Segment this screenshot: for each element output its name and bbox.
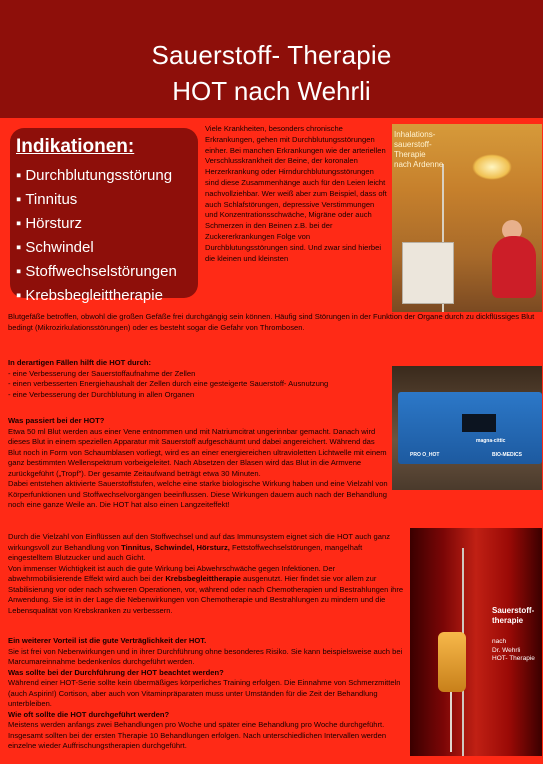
drip-tube	[450, 692, 452, 752]
advantage-text: Sie ist frei von Nebenwirkungen und in ihrer Durchführung ohne besonderes Risiko. Sie kann beispielsweise auch bei Marcumareinnahme bedenkenlos durchgeführt werden.	[8, 646, 403, 666]
hot-helps-heading: In derartigen Fällen hilft die HOT durch:	[8, 358, 152, 367]
para4-text-end: ausgenutzt. Hier findet sie vor allem zur Stabilisierung vor oder nach schweren Operationen, vor, während oder nach Chemotherapien und Bestrahlungen ihre Anwendung. Sie ist in der Lage die Nebenwirkungen von Chemotherapie und Bestrahlungen zu mindern und die Lebensqualität von Krebskranken zu verbessern.	[8, 574, 404, 615]
how-often-text: Meistens werden anfangs zwei Behandlungen pro Woche und später eine Behandlung pro Woche durchgeführt. Insgesamt sollten bei der ersten Therapie 10 Behandlungen erfolgen. Nach unterschiedlichen Intervallen werden einzelne wieder Auffrischungstherapien durchgeführt.	[8, 720, 387, 750]
photo1-caption: Inhalations- sauerstoff- Therapie nach Ardenne	[394, 130, 444, 169]
what-happens-section	[8, 416, 388, 511]
hot-helps-item: - eine Verbesserung der Durchblutung in allen Organen	[8, 389, 195, 399]
patient-figure	[492, 236, 536, 298]
indications-list	[16, 164, 198, 308]
indication-item: ▪ Durchblutungsstörung	[16, 164, 198, 188]
indications-box	[10, 128, 198, 304]
hot-helps-section	[8, 358, 388, 400]
device-display	[462, 414, 496, 432]
what-happens-para1: Etwa 50 ml Blut werden aus einer Vene entnommen und mit Natriumcitrat ungerinnbar gemacht. Danach wird dieses Blut in einem speziellen Apparatur mit Sauerstoff aufgeschäumt und dabei angereichert. Während das Blut noch in Form von Schaumblasen vorliegt, wird es an einer energiereichen ultravioletten Lichtwelle mit einem ganz bestimmten Wellenspektrum vorbeigeleitet. Nach Absetzen der Blasen wird das Blut in die Armvene zurückgeführt („Tropf"). Der gesamte Zeitaufwand beträgt etwa 30 Minuten.	[8, 426, 387, 478]
device-label-mid: magna-cittic	[476, 438, 506, 444]
indication-item: ▪ Hörsturz	[16, 212, 198, 236]
para3-text-end: Fettstoffwechselstörungen, mangelhaft eingestelltem Blutzucker und auch Gicht.	[8, 542, 363, 562]
device-label-right: BIO-MEDICS	[492, 452, 522, 458]
indication-item: ▪ Schwindel	[16, 236, 198, 260]
inhalation-therapy-photo	[392, 124, 542, 312]
advantage-section	[8, 636, 406, 752]
ceiling-lamp	[472, 154, 512, 180]
oxygen-device	[402, 242, 454, 304]
title-banner	[0, 0, 543, 118]
iv-drip-photo	[410, 528, 542, 756]
hot-helps-item: - eine Verbesserung der Sauerstoffaufnahme der Zellen	[8, 368, 196, 378]
para4-bold: Krebsbegleittherapie	[165, 574, 241, 583]
what-happens-para4	[8, 564, 406, 617]
photo3-caption-sub: nach Dr. Wehrli HOT- Therapie	[492, 638, 535, 662]
what-happens-para3	[8, 532, 406, 564]
indication-item: ▪ Stoffwechselstörungen	[16, 260, 198, 284]
intro-text: Viele Krankheiten, besonders chronische Erkrankungen, gehen mit Durchblutungsstörungen einher. Bei manchen Erkrankungen wie der arteriellen Verschlusskrankheit der Beine, der koronalen Herzerkrankung oder Hirndurchblutungsstörungen sind diese Zusammenhänge auch für den Leien leicht nachvollziehbar. Wer weiß aber zum Beispiel, dass oft auch Schlafstörungen, depressive Verstimmungen und Konzentrationsschwäche, Migräne oder auch Schmerzen in den Beinen z.B. bei der Zuckererkrankungen Folge von Durchblutungsstörungen sind. Und zwar sind hierbei die kleinen und kleinsten	[205, 124, 387, 263]
how-often-heading: Wie oft sollte die HOT durchgeführt werden?	[8, 709, 170, 719]
watch-out-text: Während einer HOT-Serie sollte kein übermäßiges körperliches Training erfolgen. Die Einnahme von Schmerzmitteln (auch Aspirin!) Cortison, aber auch von Vitaminpräparaten muss unter Umständen für die Zeit der Behandlung unterbleiben.	[8, 678, 401, 708]
para4-text: Von immenser Wichtigkeit ist auch die gute Wirkung bei Abwehrschwäche gegen Infektionen. Der abwehrmobilisierende Effekt wird auch bei der	[8, 563, 336, 583]
page-title: Sauerstoff- Therapie	[151, 40, 392, 70]
para3-bold: Tinnitus, Schwindel, Hörsturz,	[121, 542, 230, 552]
hot-helps-item: - einen verbesserten Energiehaushalt der Zellen durch eine gesteigerte Sauerstoff- Ausnutzung	[8, 379, 329, 388]
watch-out-heading: Was sollte bei der Durchführung der HOT beachtet werden?	[8, 667, 224, 677]
hot-device-photo	[392, 366, 542, 490]
blood-bottle	[438, 632, 466, 692]
blood-vessels-text: Blutgefäße betroffen, obwohl die großen Gefäße frei durchgängig sein können. Häufig sind Störungen in der Funktion der Organe durch zu dickflüssiges Blut bedingt (Mikrozirkulationsstörungen) oder es besteht sogar die Gefahr von Thrombosen.	[8, 312, 535, 332]
page-subtitle: HOT nach Wehrli	[172, 76, 371, 106]
indication-item: ▪ Tinnitus	[16, 188, 198, 212]
device-label-left: PRO O_HOT	[410, 452, 440, 458]
effects-section	[8, 532, 406, 616]
what-happens-para2: Dabei entstehen aktivierte Sauerstoffstufen, welche eine starke biologische Wirkung haben und eine Vielzahl von Körperfunktionen und Stoffwechselvorgängen beeinflussen. Diese Wirkungen dauern auch nach der Behandlung noch eine ganze Weile an. Die HOT hat also einen Langzeiteffekt!	[8, 479, 388, 509]
advantage-heading: Ein weiterer Vorteil ist die gute Verträglichkeit der HOT.	[8, 636, 207, 645]
indication-item: ▪ Krebsbegleittherapie	[16, 284, 198, 308]
photo3-caption-title: Sauerstoff- therapie	[492, 606, 535, 625]
para3-text: Durch die Vielzahl von Einflüssen auf den Stoffwechsel und auf das Immunsystem eignet sich die HOT auch ganz wirkungsvoll zur Behandlung von	[8, 532, 391, 552]
what-happens-heading: Was passiert bei der HOT?	[8, 416, 105, 425]
indications-title: Indikationen:	[16, 136, 135, 157]
